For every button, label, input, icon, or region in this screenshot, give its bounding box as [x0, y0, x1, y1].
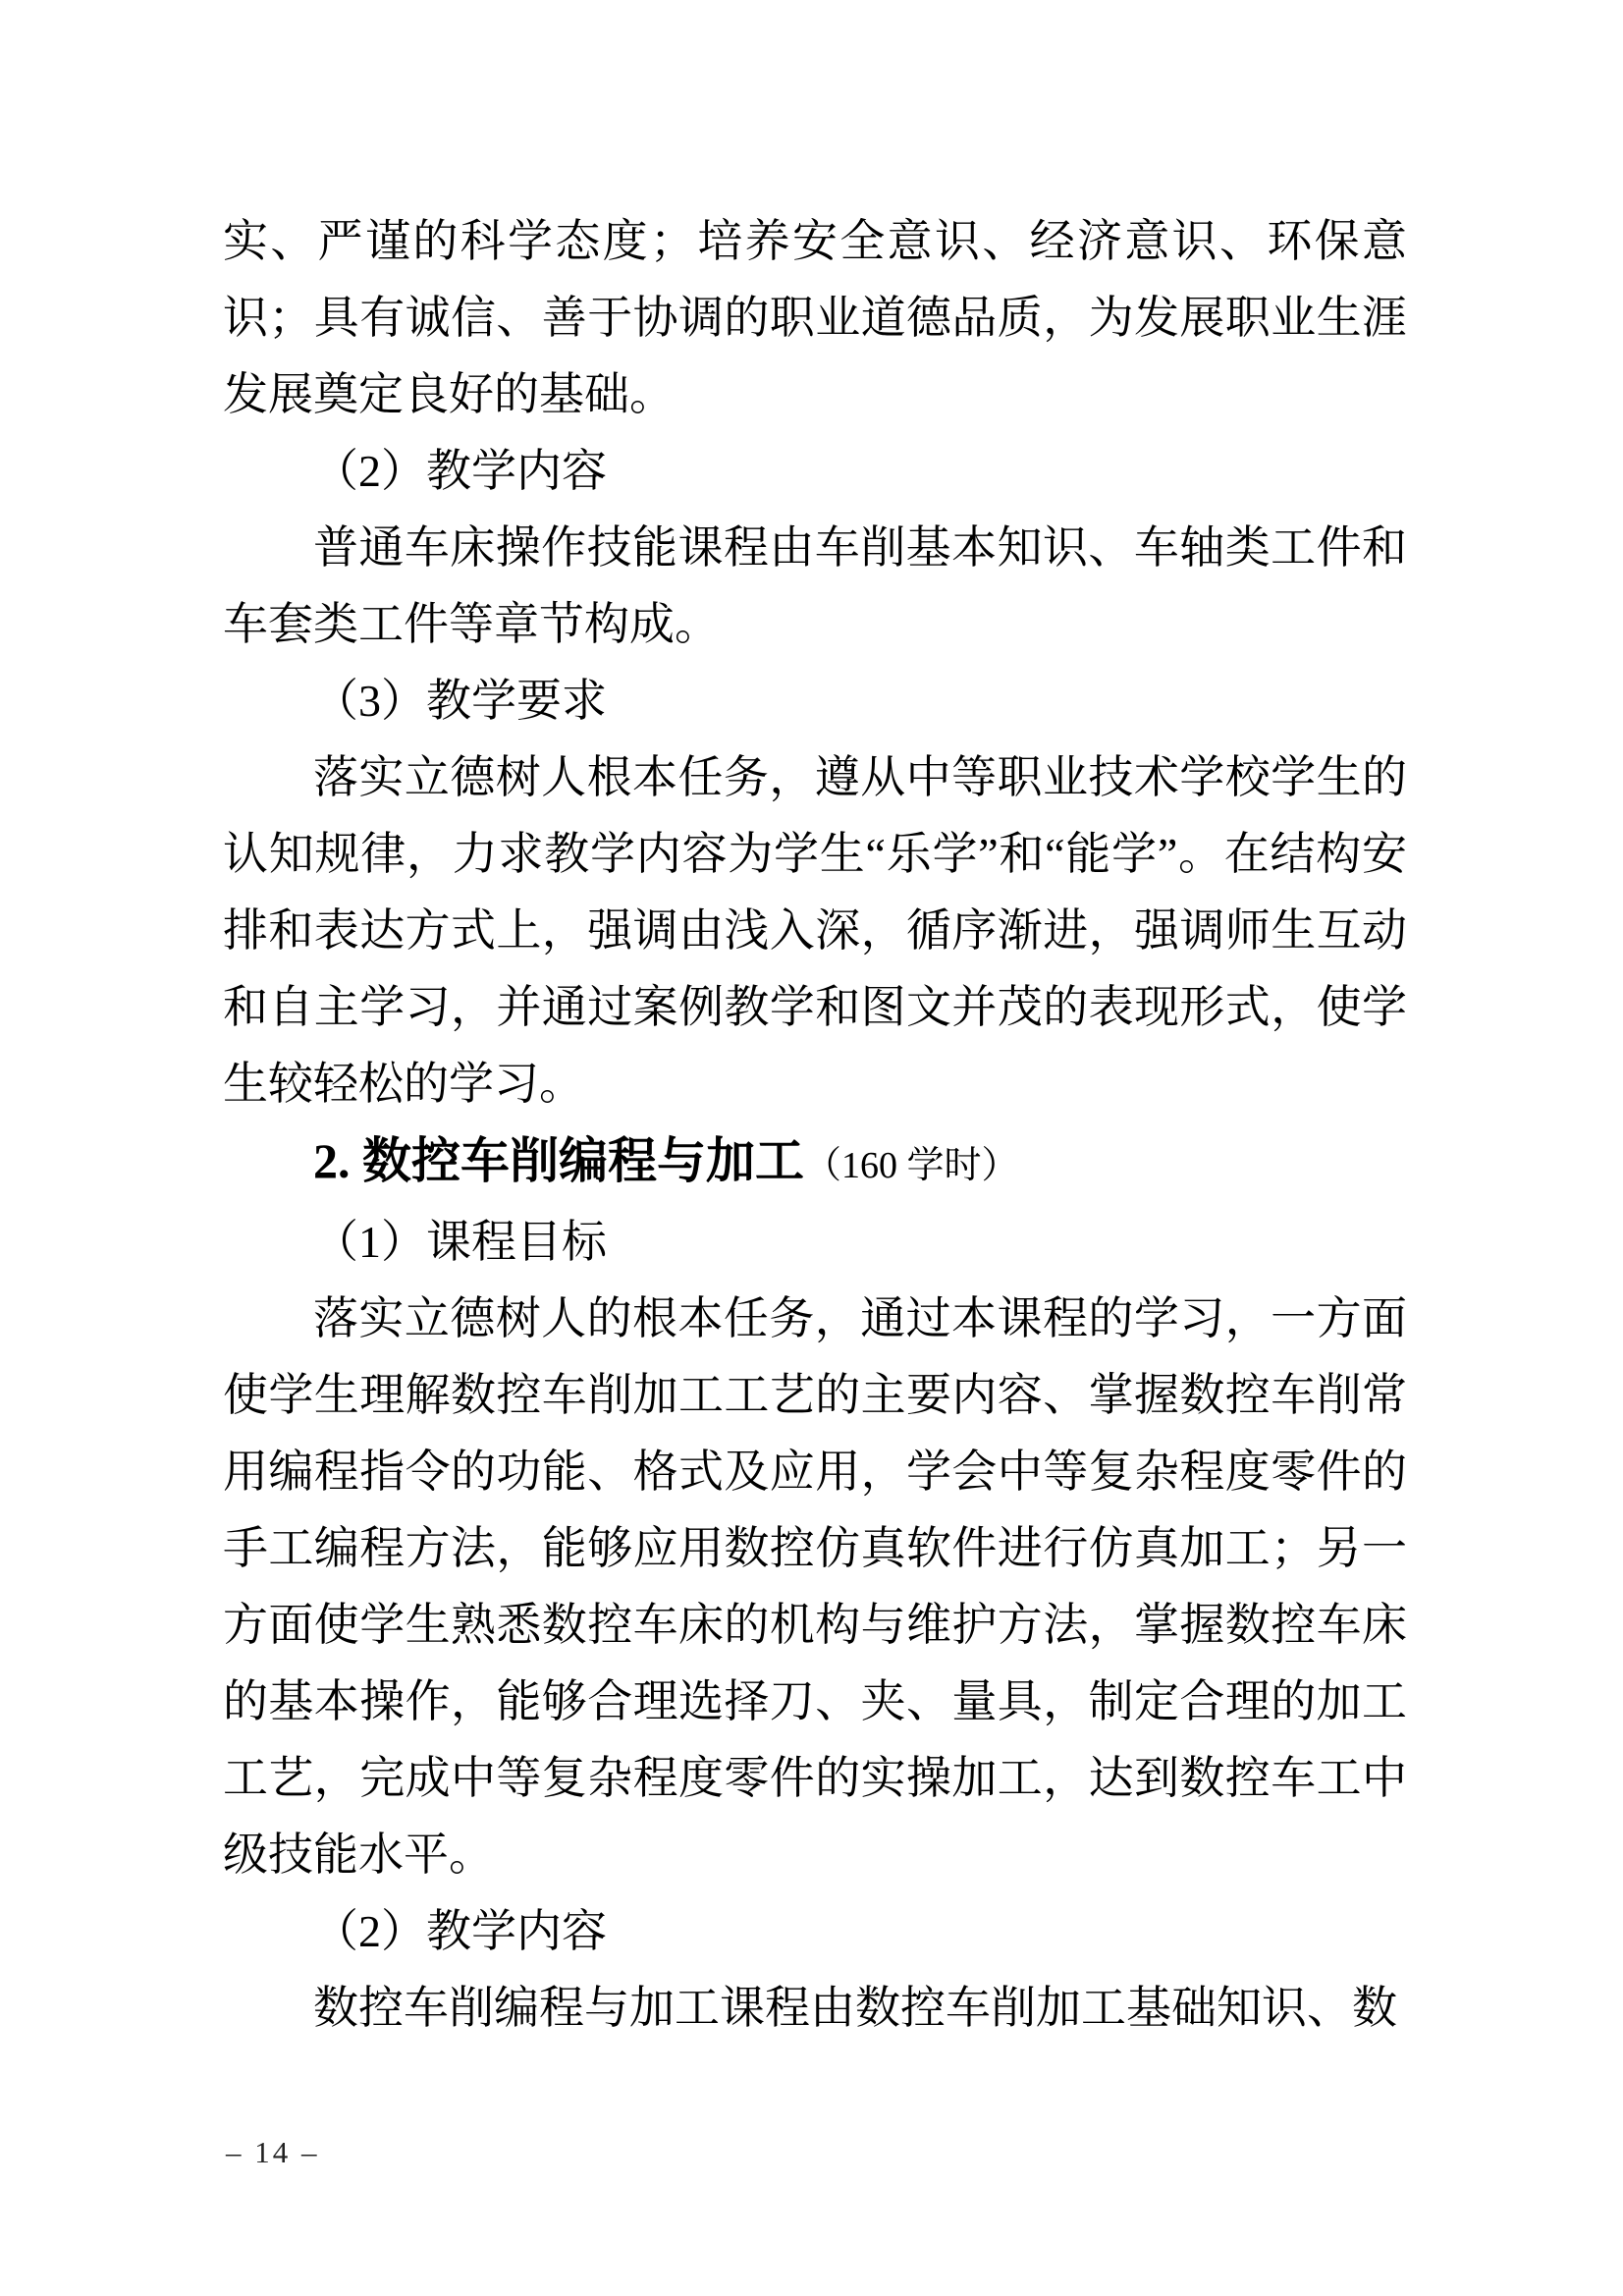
- paragraph-continuation: 实、严谨的科学态度；培养安全意识、经济意识、环保意识；具有诚信、善于协调的职业道德品质，为发展职业生涯发展奠定良好的基础。: [223, 216, 1407, 419]
- paragraph-teaching-requirement-body: 落实立德树人根本任务，遵从中等职业技术学校学生的认知规律，力求教学内容为学生“乐学”和“能学”。在结构安排和表达方式上，强调由浅入深，循序渐进，强调师生互动和自主学习，并通过案例教学和图文并茂的表现形式，使学生较轻松的学习。: [223, 752, 1407, 1109]
- paragraph-teaching-content-label-2: （2）教学内容: [313, 1906, 607, 1956]
- paragraph-course-goal-body: 落实立德树人的根本任务，通过本课程的学习，一方面使学生理解数控车削加工工艺的主要内容、掌握数控车削常用编程指令的功能、格式及应用，学会中等复杂程度零件的手工编程方法，能够应用数控仿真软件进行仿真加工；另一方面使学生熟悉数控车床的机构与维护方法，掌握数控车床的基本操作，能够合理选择刀、夹、量具，制定合理的加工工艺，完成中等复杂程度零件的实操加工，达到数控车工中级技能水平。: [223, 1293, 1407, 1880]
- page-number: – 14 –: [226, 2135, 320, 2169]
- paragraph-course-goal-label: （1）课程目标: [313, 1217, 607, 1267]
- document-body: [223, 203, 1407, 2047]
- section-heading-hours: （160 学时）: [804, 1145, 1019, 1186]
- paragraph-course-composition-1: 普通车床操作技能课程由车削基本知识、车轴类工件和车套类工件等章节构成。: [223, 522, 1407, 649]
- section-heading-title: 2. 数控车削编程与加工: [313, 1133, 804, 1188]
- section-heading: [223, 1122, 1407, 1204]
- paragraph-course-composition-2: 数控车削编程与加工课程由数控车削加工基础知识、数: [313, 1983, 1397, 2033]
- paragraph-teaching-requirement-label: （3）教学要求: [313, 676, 607, 726]
- paragraph-teaching-content-label-1: （2）教学内容: [313, 446, 607, 496]
